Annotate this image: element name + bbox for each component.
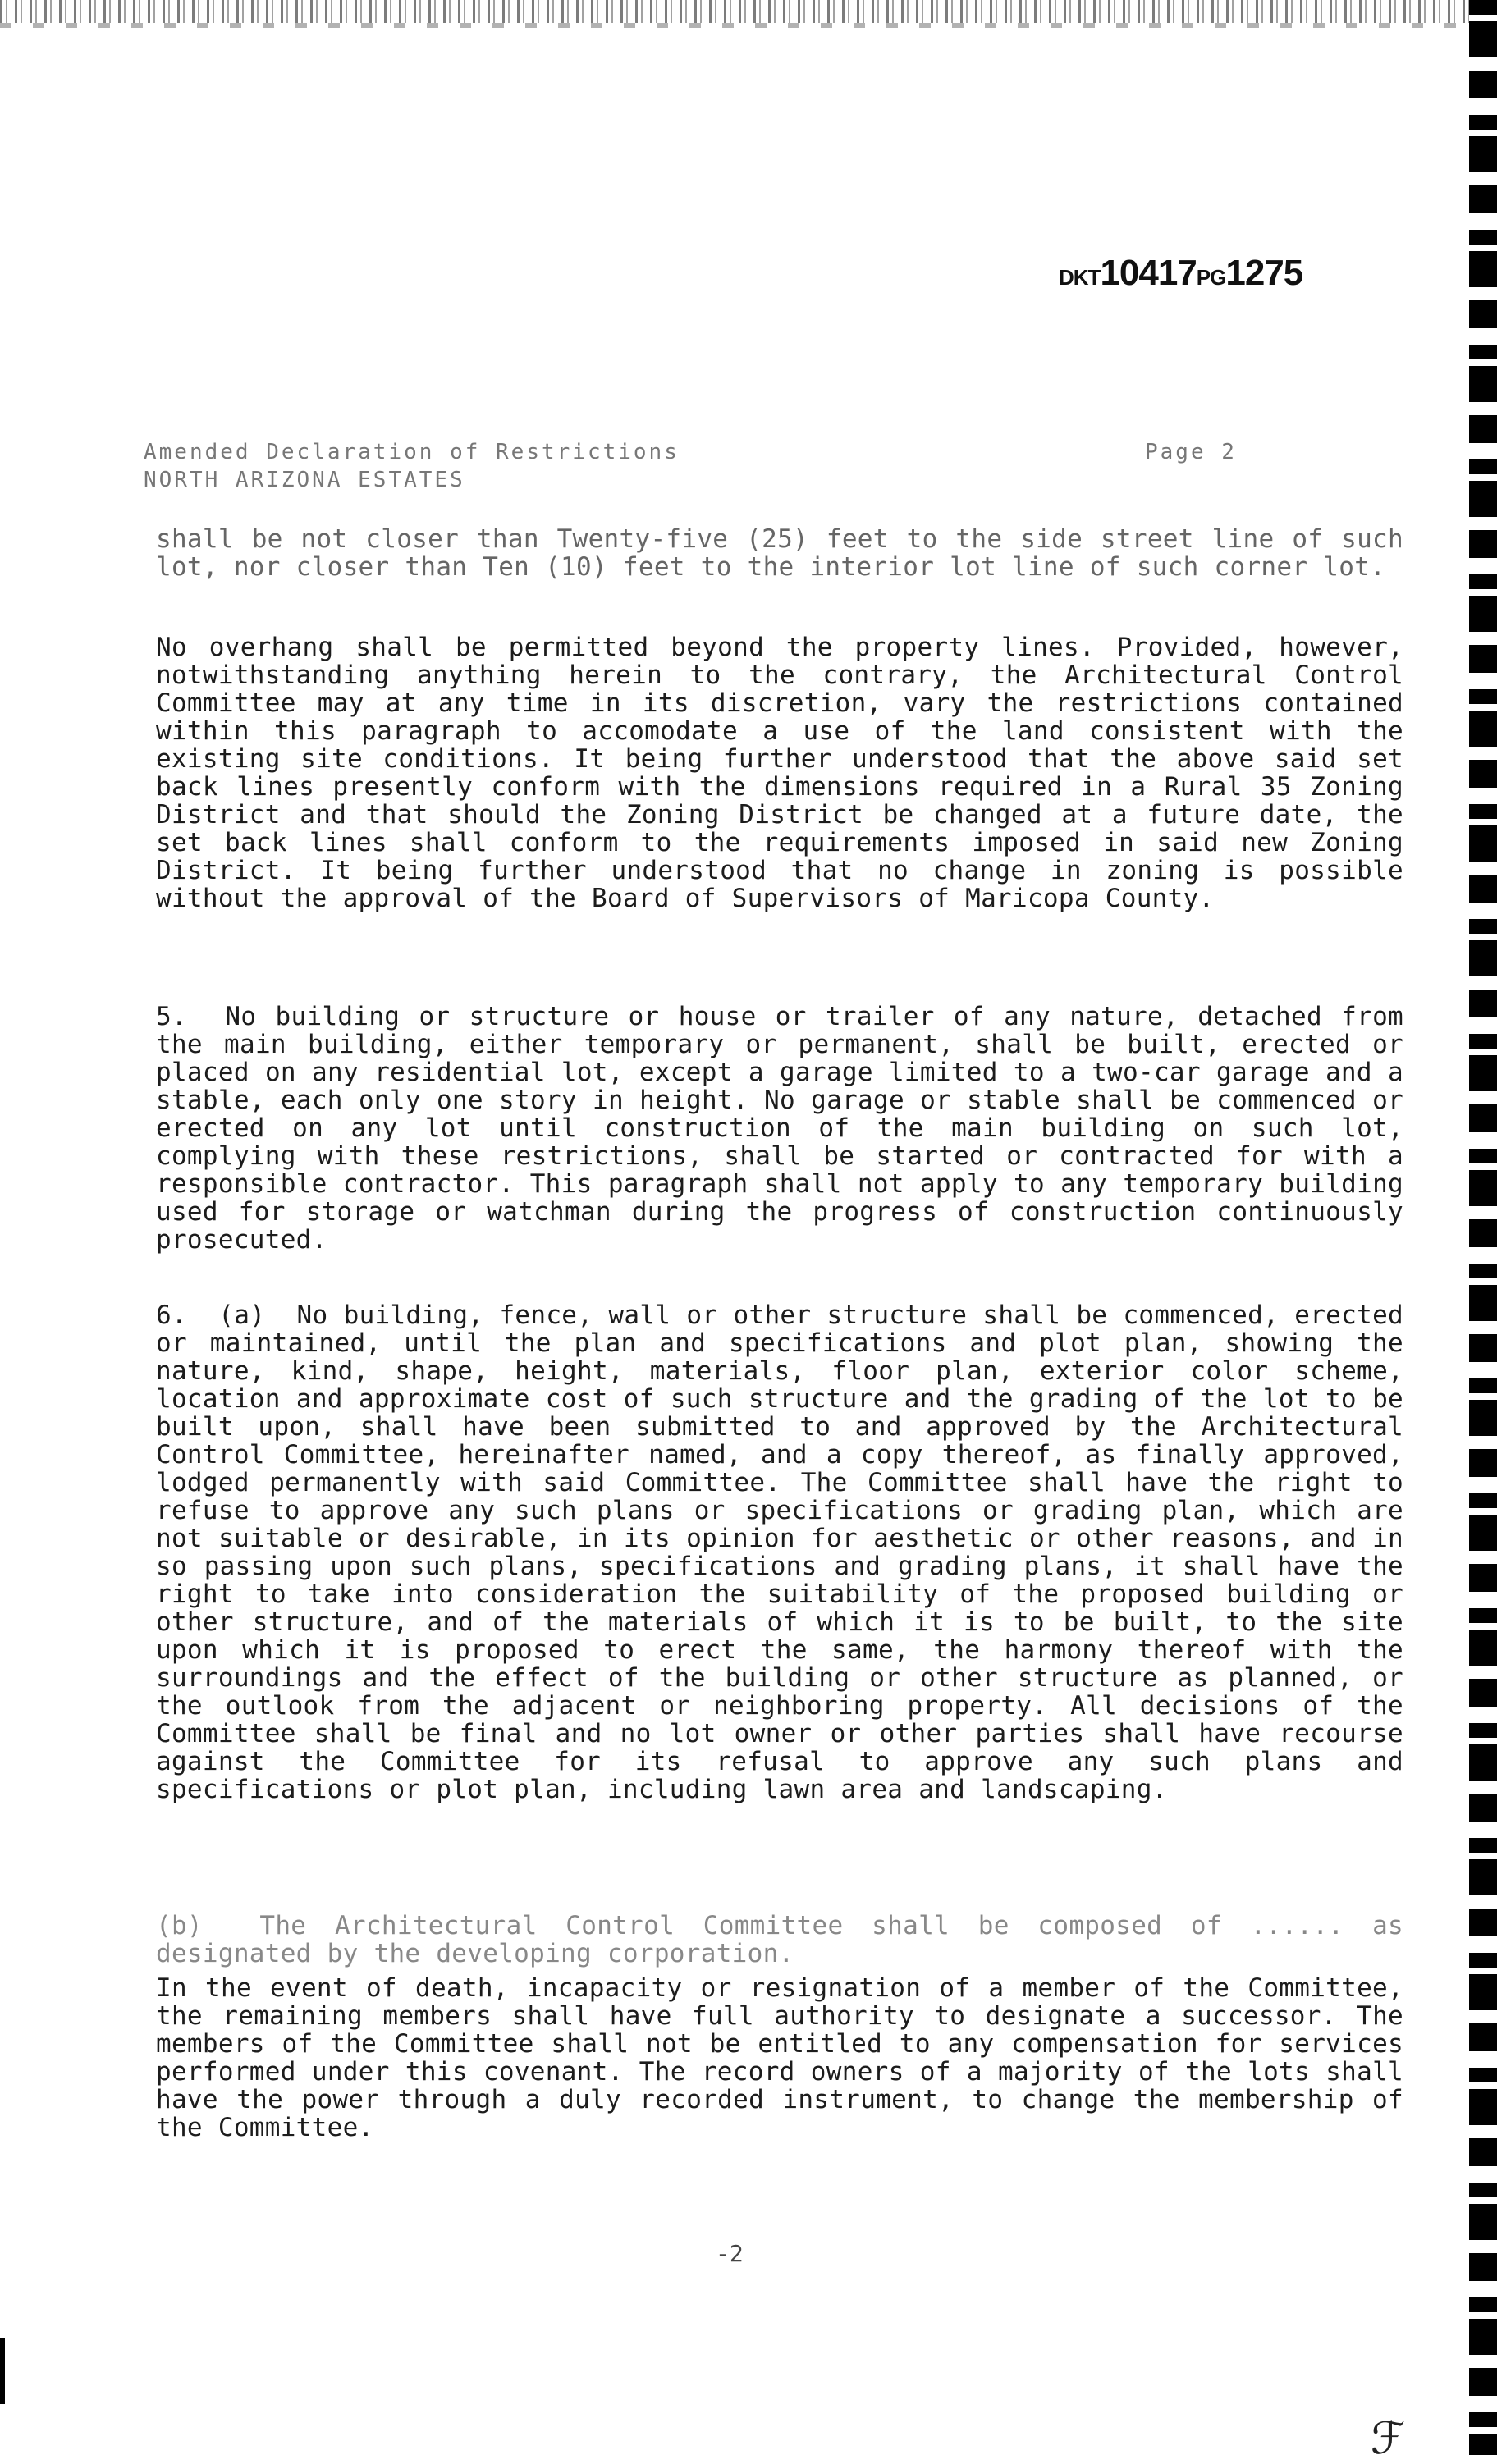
header-title: Amended Declaration of Restrictions [144, 440, 680, 464]
paragraph-overhang: No overhang shall be permitted beyond the property lines. Provided, however, notwithstanding anything herein to the contrary, the Architectural Control Committee may at any time in its discretion, vary the restrictions contained within this paragraph to accomodate a use of the land consistent with the existing site conditions. It being further understood that the above said set back lines presently conform with the dimensions required in a Rural 35 Zoning District and that should the Zoning District be changed at a future date, the set back lines shall conform to the requirements imposed in said new Zoning District. It being further understood that no change in zoning is possible without the approval of the Board of Supervisors of Maricopa County. [156, 633, 1419, 913]
docket-prefix: DKT [1059, 265, 1101, 290]
footer-mark: -2 [716, 2240, 744, 2267]
paragraph-6a: 6. (a) No building, fence, wall or other structure shall be commenced, erected or maintained, until the plan and specifications and plot plan, showing the nature, kind, shape, height, materials, floor plan, exterior color scheme, location and approximate cost of such structure and the grading of the lot to be built upon, shall have been submitted to and approved by the Architectural Control Committee, hereinafter named, and a copy thereof, as finally approved, lodged permanently with said Committee. The Committee shall have the right to refuse to approve any such plans or specifications or grading plan, which are not suitable or desirable, in its opinion for aesthetic or other reasons, and in so passing upon such plans, specifications and grading plans, it shall have the right to take into consideration the suitability of the proposed building or other structure, and of the materials of which it is to be built, to the site upon which it is proposed to erect the same, the harmony thereof with the surroundings and the effect of the building or other structure as planned, or the outlook from the adjacent or neighboring property. All decisions of the Committee shall be final and no lot owner or other parties shall have recourse against the Committee for its refusal to approve any such plans and specifications or plot plan, including lawn area and landscaping. [156, 1301, 1419, 1804]
paragraph-6b-lead: (b) The Architectural Control Committee shall be composed of ...... as designated by the developing corporation. [156, 1911, 1419, 1968]
docket-page-prefix: PG [1196, 265, 1226, 290]
page-label: Page 2 [1145, 440, 1237, 464]
paragraph-setback: shall be not closer than Twenty-five (25) feet to the side street line of such lot, nor closer than Ten (10) feet to the interior lot line of such corner lot. [156, 524, 1419, 582]
scan-edge-right [1469, 0, 1497, 2455]
paragraph-5: 5. No building or structure or house or trailer of any nature, detached from the main building, either temporary or permanent, shall be built, erected or placed on any residential lot, except a garage limited to a two-car garage and a stable, each only one story in height. No garage or stable shall be commenced or erected on any lot until construction of the main building on such lot, complying with these restrictions, shall be started or contracted for with a responsible contractor. This paragraph shall not apply to any temporary building used for storage or watchman during the progress of construction continuously prosecuted. [156, 1002, 1419, 1255]
docket-number: 10417 [1100, 253, 1197, 293]
scan-noise-top [0, 0, 1497, 23]
paragraph-6b: In the event of death, incapacity or resignation of a member of the Committee, the remaining members shall have full authority to designate a successor. The members of the Committee shall not be entitled to any compensation for services performed under this covenant. The record owners of a majority of the lots shall have the power through a duly recorded instrument, to change the membership of the Committee. [156, 1973, 1419, 2142]
scan-noise-top-2 [0, 23, 1497, 28]
docket-page: 1275 [1225, 253, 1303, 293]
docket-stamp [1059, 253, 1302, 294]
corner-mark: ℱ [1371, 2412, 1406, 2464]
header-subtitle: NORTH ARIZONA ESTATES [144, 468, 465, 492]
scan-mark-left [0, 2338, 5, 2404]
